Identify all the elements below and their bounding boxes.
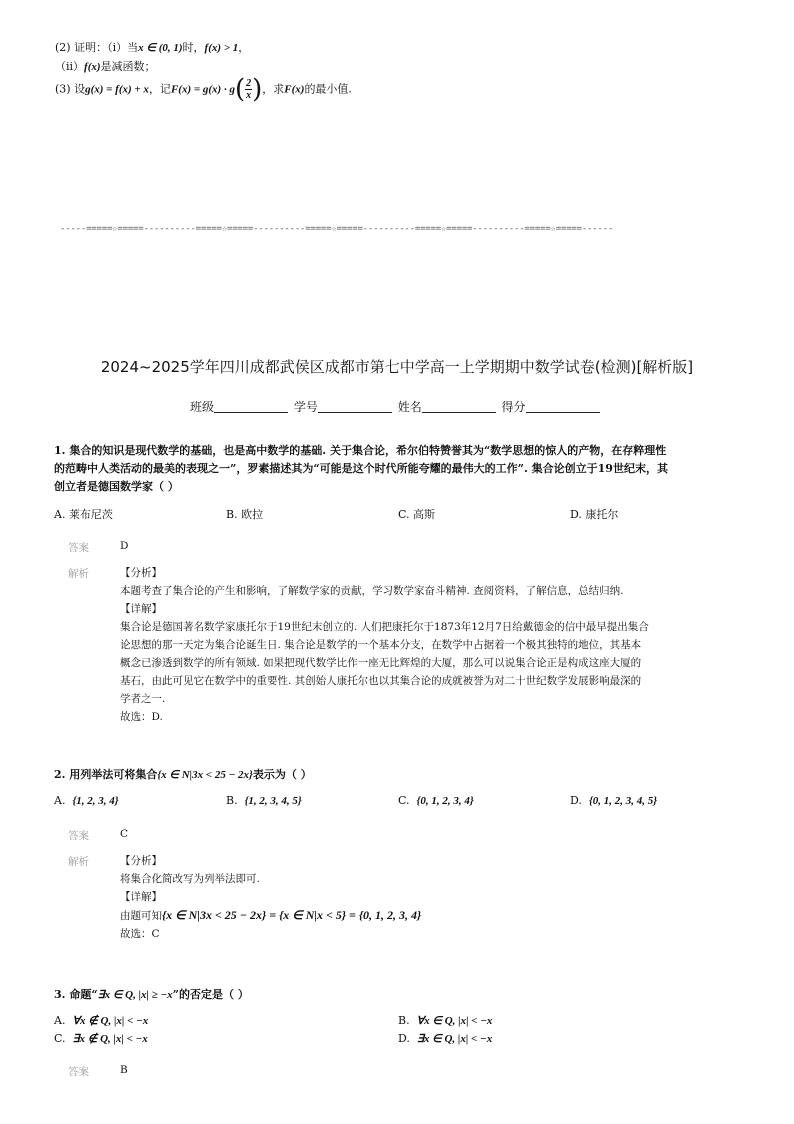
- q1-option-b[interactable]: B. 欧拉: [226, 508, 264, 521]
- id-label: 学号: [293, 400, 318, 414]
- math-expr: {x ∈ N|3x < 25 − 2x}: [157, 769, 253, 781]
- q2-answer-label: 答案: [68, 830, 89, 842]
- text: ，记: [148, 82, 171, 96]
- option-letter: B.: [226, 794, 238, 807]
- math-expr: ∃x ∈ Q, |x| < −x: [416, 1033, 493, 1045]
- q2-option-c[interactable]: [398, 794, 474, 807]
- q1-stem: [54, 442, 744, 496]
- exp-line: 【分析】: [120, 855, 162, 867]
- q3-option-d[interactable]: [398, 1032, 492, 1045]
- q2-answer-value: C: [120, 828, 129, 840]
- text: ”的否定是（ ）: [172, 988, 249, 1001]
- prev-problem-line-2: [55, 59, 156, 75]
- exp-line: 【详解】: [120, 891, 162, 903]
- exp-line: [120, 906, 732, 925]
- q1-answer-label: 答案: [68, 542, 89, 554]
- math-expr: {1, 2, 3, 4, 5}: [244, 795, 302, 807]
- text: (3) 设: [55, 82, 86, 96]
- text: 表示为（ ）: [252, 768, 312, 781]
- q1-analysis-label: 解析: [68, 568, 89, 580]
- prev-problem-line-1: [55, 40, 249, 56]
- q1-stem-line: 1. 集合的知识是现代数学的基础，也是高中数学的基础. 关于集合论，希尔伯特赞誉其为“数学思想的惊人的产物，在存粹理性: [54, 444, 667, 457]
- math-expr: {0, 1, 2, 3, 4, 5}: [588, 795, 658, 807]
- q1-option-c[interactable]: C. 高斯: [398, 508, 436, 521]
- prev-problem-line-3: [55, 74, 352, 105]
- exp-line: 故选：D.: [120, 711, 163, 723]
- text: 是减函数；: [100, 60, 156, 73]
- page-title: 2024~2025学年四川成都武侯区成都市第七中学高一上学期期中数学试卷(检测)[解析版]: [100, 358, 694, 376]
- math-expr: ∃x ∈ Q, |x| ≥ −x: [97, 989, 173, 1001]
- option-letter: A.: [54, 1014, 66, 1027]
- math-expr: {x ∈ N|3x < 25 − 2x} = {x ∈ N|x < 5} = {0, 1, 2, 3, 4}: [162, 908, 422, 922]
- q1-option-d[interactable]: D. 康托尔: [570, 508, 619, 521]
- option-letter: A.: [54, 794, 66, 807]
- math-expr: {0, 1, 2, 3, 4}: [416, 795, 474, 807]
- q2-analysis-label: 解析: [68, 856, 89, 868]
- text: 由题可知: [120, 910, 162, 922]
- option-letter: D.: [398, 1032, 410, 1045]
- math-expr: F(x): [284, 83, 305, 96]
- q2-option-b[interactable]: [226, 794, 302, 807]
- exp-line: 论思想的那一天定为集合论诞生日. 集合论是数学的一个基本分支，在数学中占据着一个极其独特的地位，其基本: [120, 639, 642, 651]
- math-expr: ∀x ∈ Q, |x| < −x: [416, 1015, 493, 1027]
- math-expr: f(x): [84, 61, 101, 73]
- exp-line: 基石，由此可见它在数学中的重要性. 其创始人康托尔也以其集合论的成就被誉为对二十世纪数学发展影响最深的: [120, 675, 642, 687]
- text: 的最小值.: [304, 82, 352, 96]
- score-label: 得分: [501, 400, 526, 414]
- class-blank[interactable]: [214, 400, 288, 413]
- q3-answer-label: 答案: [68, 1066, 89, 1078]
- option-letter: D.: [570, 794, 582, 807]
- name-label: 姓名: [397, 400, 422, 414]
- paren-open: (: [234, 74, 246, 105]
- q3-option-c[interactable]: [54, 1032, 148, 1045]
- score-blank[interactable]: [526, 400, 600, 413]
- exp-line: 【分析】: [120, 567, 162, 579]
- section-divider: -----=====☆=====----------=====☆=====----------=====☆=====----------=====☆=====----------=====☆=====------: [60, 224, 614, 234]
- exp-line: 故选：C: [120, 928, 160, 940]
- math-expr: g(x) = f(x) + x: [85, 83, 149, 96]
- exp-line: 将集合化简改写为列举法即可.: [120, 873, 260, 885]
- q2-option-d[interactable]: [570, 794, 657, 807]
- text: （ii）: [55, 60, 85, 73]
- fraction-denominator: x: [246, 90, 252, 101]
- math-expr: {1, 2, 3, 4}: [72, 795, 119, 807]
- fraction-numerator: 2: [246, 78, 252, 89]
- option-letter: C.: [54, 1032, 66, 1045]
- q2-option-a[interactable]: [54, 794, 119, 807]
- student-info-line: [190, 398, 602, 415]
- text: 时，: [182, 41, 205, 54]
- id-blank[interactable]: [318, 400, 392, 413]
- q3-stem: [54, 986, 744, 1004]
- paren-close: ): [252, 74, 263, 105]
- exp-line: 概念已渗透到数学的所有领域. 如果把现代数学比作一座无比辉煌的大厦，那么可以说集合论正是构成这座大厦的: [120, 657, 642, 669]
- math-expr: f(x) > 1: [204, 42, 239, 54]
- text: (2) 证明：（i）当: [55, 41, 139, 54]
- q1-explanation: [120, 564, 732, 726]
- option-letter: C.: [398, 794, 410, 807]
- option-letter: B.: [398, 1014, 410, 1027]
- math-expr: ∃x ∉ Q, |x| < −x: [72, 1033, 148, 1045]
- q3-answer-value: B: [120, 1064, 128, 1076]
- math-expr: x ∈ (0, 1): [138, 42, 183, 54]
- q1-stem-line: 创立者是德国数学家（ ）: [54, 480, 179, 493]
- q1-option-a[interactable]: A. 莱布尼茨: [54, 508, 113, 521]
- text: 2. 用列举法可将集合: [54, 768, 158, 781]
- q2-stem: [54, 766, 744, 784]
- exp-line: 本题考查了集合论的产生和影响，了解数学家的贡献，学习数学家奋斗精神. 查阅资料，了解信息，总结归纳.: [120, 585, 624, 597]
- exp-line: 学者之一.: [120, 693, 166, 705]
- class-label: 班级: [190, 400, 215, 414]
- name-blank[interactable]: [422, 400, 496, 413]
- math-expr: F(x) = g(x) · g: [170, 83, 235, 96]
- q3-option-b[interactable]: [398, 1014, 492, 1027]
- exp-line: 【详解】: [120, 603, 162, 615]
- q1-answer-value: D: [120, 540, 129, 552]
- text: ，求: [262, 82, 285, 96]
- exp-line: 集合论是德国著名数学家康托尔于19世纪末创立的. 人们把康托尔于1873年12月7日给戴德金的信中最早提出集合: [120, 621, 649, 633]
- text: ，: [238, 41, 250, 54]
- math-expr: ∀x ∉ Q, |x| < −x: [72, 1015, 149, 1027]
- text: 3. 命题“: [54, 988, 98, 1001]
- q1-stem-line: 的范畴中人类活动的最美的表现之一”，罗素描述其为“可能是这个时代所能夸耀的最伟大的工作”. 集合论创立于19世纪末，其: [54, 462, 668, 475]
- q3-option-a[interactable]: [54, 1014, 148, 1027]
- q2-explanation: [120, 852, 732, 943]
